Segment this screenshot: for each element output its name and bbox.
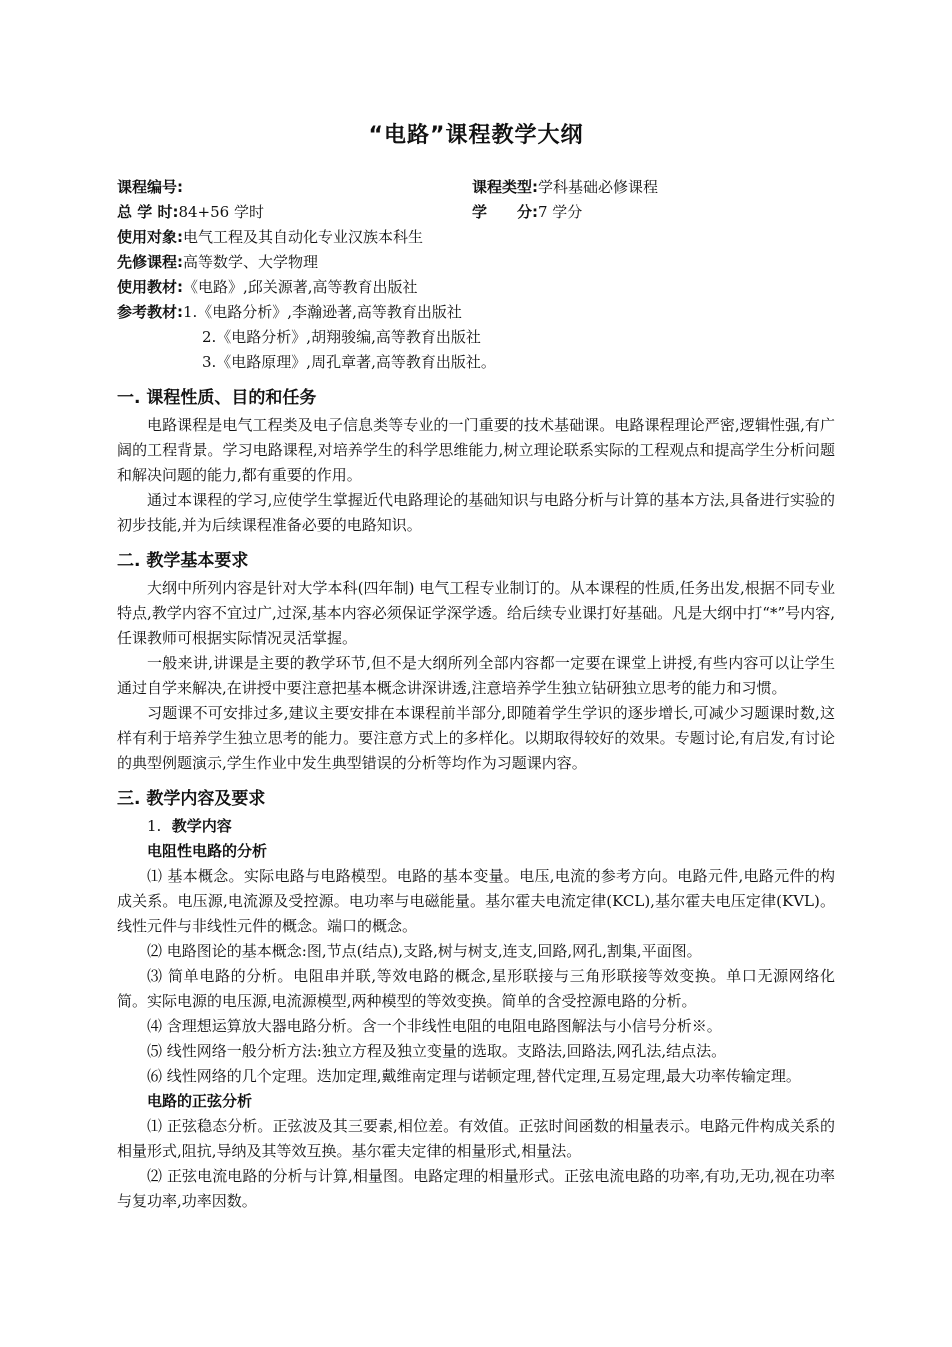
- textbook: [117, 275, 835, 300]
- references: [117, 300, 835, 325]
- textbook-label: 使用教材:: [117, 278, 183, 296]
- refs-label: 参考教材:: [117, 303, 183, 321]
- course-credit: [472, 200, 827, 225]
- subsection-heading: [117, 814, 835, 839]
- course-code: [117, 175, 472, 200]
- meta-row-hours-credit: [117, 200, 835, 225]
- list-item: ⑸ 线性网络一般分析方法:独立方程及独立变量的选取。支路法,回路法,网孔法,结点法。: [147, 1042, 727, 1060]
- course-type-value: 学科基础必修课程: [538, 178, 659, 196]
- prereq-value: 高等数学、大学物理: [183, 253, 319, 271]
- textbook-value: 《电路》,邱关源著,高等教育出版社: [183, 278, 418, 296]
- paragraph: 通过本课程的学习,应使学生掌握近代电路理论的基础知识与电路分析与计算的基本方法,具备进行实验的初步技能,并为后续课程准备必要的电路知识。: [117, 491, 835, 534]
- course-credit-value: 7 学分: [538, 203, 583, 221]
- course-hours: [117, 200, 472, 225]
- section-heading-1: 一. 课程性质、目的和任务: [117, 388, 317, 408]
- meta-row-code-type: [117, 175, 835, 200]
- course-hours-label: 总 学 时:: [117, 203, 179, 221]
- list-item: ⑵ 正弦电流电路的分析与计算,相量图。电路定理的相量形式。正弦电流电路的功率,有功,无功,视在功率与复功率,功率因数。: [117, 1167, 835, 1210]
- reference-item: 2.《电路分析》,胡翔骏编,高等教育出版社: [202, 328, 481, 346]
- paragraph: 习题课不可安排过多,建议主要安排在本课程前半部分,即随着学生学识的逐步增长,可减少习题课时数,这样有利于培养学生独立思考的能力。要注意方式上的多样化。以期取得较好的效果。专题讨论,有启发,有讨论的典型例题演示,学生作业中发生典型错误的分析等均作为习题课内容。: [117, 704, 835, 772]
- list-item: ⑵ 电路图论的基本概念:图,节点(结点),支路,树与树支,连支,回路,网孔,割集,平面图。: [147, 942, 702, 960]
- list-item: ⑷ 含理想运算放大器电路分析。含一个非线性电阻的电阻电路图解法与小信号分析※。: [147, 1017, 722, 1035]
- reference-item: 3.《电路原理》,周孔章著,高等教育出版社。: [202, 353, 496, 371]
- target-audience: [117, 225, 835, 250]
- topic-heading-sinusoidal: 电路的正弦分析: [147, 1092, 253, 1110]
- reference-item: 1.《电路分析》,李瀚逊著,高等教育出版社: [183, 303, 462, 321]
- prereq-label: 先修课程:: [117, 253, 183, 271]
- paragraph: 电路课程是电气工程类及电子信息类等专业的一门重要的技术基础课。电路课程理论严密,逻辑性强,有广阔的工程背景。学习电路课程,对培养学生的科学思维能力,树立理论联系实际的工程观点和提高学生分析问题和解决问题的能力,都有重要的作用。: [117, 416, 835, 484]
- list-item: ⑹ 线性网络的几个定理。迭加定理,戴维南定理与诺顿定理,替代定理,互易定理,最大功率传输定理。: [147, 1067, 801, 1085]
- course-type-label: 课程类型:: [472, 178, 538, 196]
- list-item: ⑴ 正弦稳态分析。正弦波及其三要素,相位差。有效值。正弦时间函数的相量表示。电路元件构成关系的相量形式,阻抗,导纳及其等效互换。基尔霍夫定律的相量形式,相量法。: [117, 1117, 835, 1160]
- course-credit-label: 学 分:: [472, 203, 538, 221]
- list-item: ⑴ 基本概念。实际电路与电路模型。电路的基本变量。电压,电流的参考方向。电路元件,电路元件的构成关系。电压源,电流源及受控源。电功率与电磁能量。基尔霍夫电流定律(KCL),基尔霍夫电压定律(KVL)。线性元件与非线性元件的概念。端口的概念。: [117, 867, 835, 935]
- subsection-number: 1.: [147, 817, 162, 835]
- course-code-label: 课程编号:: [117, 178, 183, 196]
- course-hours-value: 84+56 学时: [178, 203, 264, 221]
- prerequisites: [117, 250, 835, 275]
- target-value: 电气工程及其自动化专业汉族本科生: [183, 228, 424, 246]
- paragraph: 大纲中所列内容是针对大学本科(四年制) 电气工程专业制订的。从本课程的性质,任务出发,根据不同专业特点,教学内容不宜过广,过深,基本内容必须保证学深学透。给后续专业课打好基础。凡是大纲中打“*”号内容,任课教师可根据实际情况灵活掌握。: [117, 579, 835, 647]
- document-title: “电路”课程教学大纲: [368, 123, 584, 148]
- course-type: [472, 175, 827, 200]
- topic-heading-resistive: 电阻性电路的分析: [147, 842, 268, 860]
- list-item: ⑶ 简单电路的分析。电阻串并联,等效电路的概念,星形联接与三角形联接等效变换。单口无源网络化简。实际电源的电压源,电流源模型,两种模型的等效变换。简单的含受控源电路的分析。: [117, 967, 835, 1010]
- paragraph: 一般来讲,讲课是主要的教学环节,但不是大纲所列全部内容都一定要在课堂上讲授,有些内容可以让学生通过自学来解决,在讲授中要注意把基本概念讲深讲透,注意培养学生独立钻研独立思考的能力和习惯。: [117, 654, 835, 697]
- target-label: 使用对象:: [117, 228, 183, 246]
- subsection-title: 教学内容: [171, 817, 232, 835]
- section-heading-3: 三. 教学内容及要求: [117, 789, 266, 809]
- section-heading-2: 二. 教学基本要求: [117, 551, 249, 571]
